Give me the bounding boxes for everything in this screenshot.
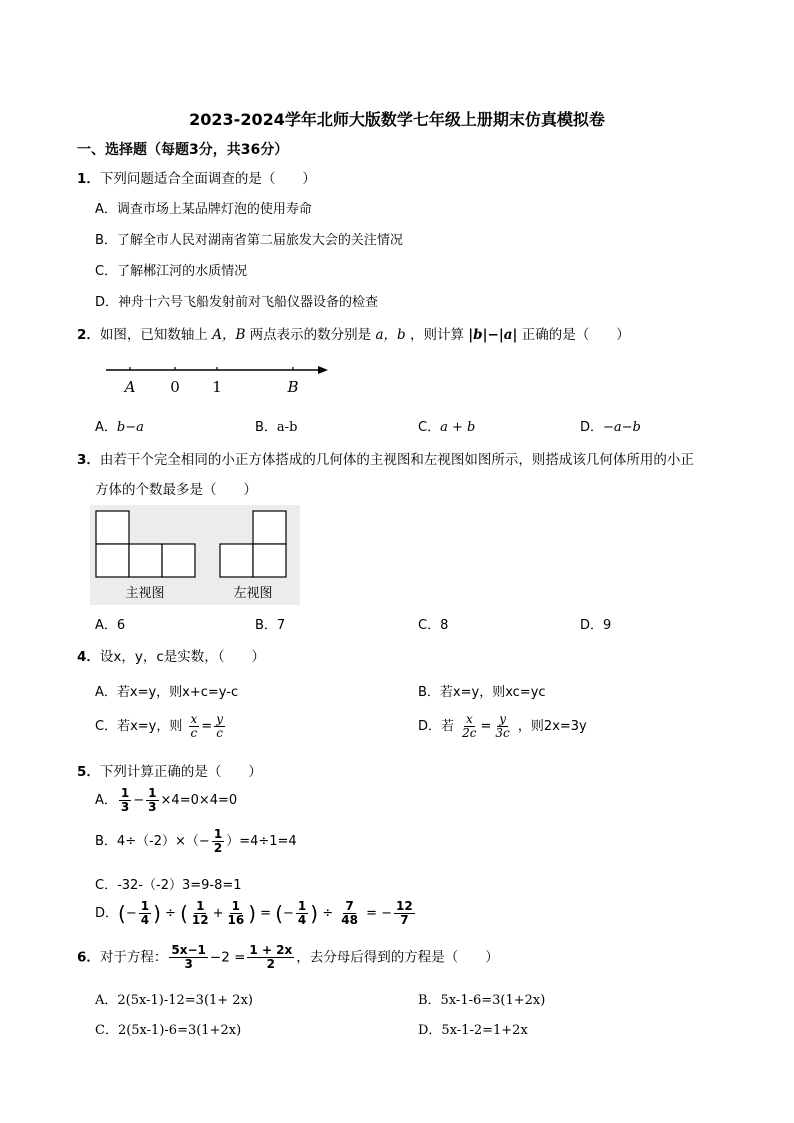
q6-option-d: D．5x-1-2=1+2x <box>418 1023 528 1038</box>
q1-option-a: A．调查市场上某品牌灯泡的使用寿命 <box>95 202 312 217</box>
question-3-continued: 方体的个数最多是（ ） <box>95 482 257 498</box>
q3-option-a: A．6 <box>95 618 126 633</box>
question-stem-part: 正确的是（ ） <box>521 327 630 343</box>
point-names: A，B <box>212 327 246 343</box>
q2-option-a: A．b−a <box>95 420 144 435</box>
three-view-figure <box>90 505 300 605</box>
math-expression: |b|−|a| <box>468 327 518 343</box>
question-number: 4． <box>77 649 100 665</box>
question-number: 6． <box>77 949 100 966</box>
variable-names: a，b <box>375 327 406 343</box>
question-number: 2． <box>77 327 100 343</box>
number-line <box>100 358 340 398</box>
axis-label-1: 1 <box>212 378 222 396</box>
q4-option-c: C．若x=y，则 $\frac{x}{c}$ = $\frac{y}{c}$ <box>95 712 223 740</box>
q2-option-c: C．a + b <box>418 420 476 435</box>
q6-option-b: B．5x-1-6=3(1+2x) <box>418 993 546 1008</box>
q1-option-d: D．神舟十六号飞船发射前对飞船仪器设备的检查 <box>95 295 379 310</box>
q3-option-c: C．8 <box>418 618 449 633</box>
axis-label-a: A <box>124 378 136 396</box>
axis-label-b: B <box>287 378 299 396</box>
question-1 <box>77 167 316 187</box>
front-view-label: 主视图 <box>125 586 165 601</box>
question-number: 1． <box>77 171 100 187</box>
question-stem: 下列问题适合全面调查的是（ ） <box>99 171 316 187</box>
q2-option-b: B．a-b <box>255 420 298 435</box>
q6-option-c: C．2(5x-1)-6=3(1+2x) <box>95 1023 242 1038</box>
question-6: 6．对于方程： $\frac{5x-1}{3}$ −2 = $\frac{1 + 2x}{2}$ ，去分母后得到的方程是（ ） <box>77 943 499 971</box>
q4-option-b: B．若x=y，则xc=yc <box>418 685 546 700</box>
question-stem-part: 如图，已知数轴上 <box>99 327 208 343</box>
q1-option-c: C．了解郴江河的水质情况 <box>95 264 248 279</box>
question-2 <box>77 323 630 343</box>
left-view-label: 左视图 <box>233 586 273 601</box>
number-line-arrow <box>318 366 328 374</box>
q4-option-a: A．若x=y，则x+c=y-c <box>95 685 239 700</box>
q5-option-a: A． $\frac{1}{3}$ − $\frac{1}{3}$ ×4=0×4=0 <box>95 786 238 814</box>
question-5 <box>77 760 262 780</box>
q5-option-b: B．4÷（-2）×（− $\frac{1}{2}$ ）=4÷1=4 <box>95 827 297 855</box>
q6-option-a: A．2(5x-1)-12=3(1+ 2x) <box>95 993 253 1008</box>
question-4 <box>77 645 265 665</box>
question-number: 5． <box>77 764 100 780</box>
question-stem: 设x，y，c是实数，（ ） <box>99 649 266 665</box>
q3-option-d: D．9 <box>580 618 612 633</box>
question-stem-part: 两点表示的数分别是 <box>249 327 372 343</box>
question-stem: 由若干个完全相同的小正方体搭成的几何体的主视图和左视图如图所示，则搭成该几何体所用的小正 <box>99 452 694 468</box>
page-title: 2023-2024学年北师大版数学七年级上册期末仿真模拟卷 <box>189 110 605 129</box>
question-stem-part: ，则计算 <box>409 327 464 343</box>
q4-option-d: D．若 $\frac{x}{2c}$ = $\frac{y}{3c}$ ，则2x=3y <box>418 712 587 740</box>
q5-option-c: C．-32-（-2）3=9-8=1 <box>95 878 242 893</box>
question-number: 3． <box>77 452 100 468</box>
q1-option-b: B．了解全市人民对湖南省第二届旅发大会的关注情况 <box>95 233 403 248</box>
section-heading: 一、选择题（每题3分，共36分） <box>77 142 289 158</box>
axis-label-0: 0 <box>170 378 180 396</box>
question-stem: 下列计算正确的是（ ） <box>99 764 262 780</box>
question-3 <box>77 448 694 468</box>
q5-option-d: D．(− $\frac{1}{4}$ ) ÷ ( $\frac{1}{12}$ + $\frac{1}{16}$ ) = (− $\frac{1}{4}$ ) ÷ $\frac{7}{48}$ = − $\frac{12}{7}$ <box>95 899 413 927</box>
q2-option-d: D．−a−b <box>580 420 641 435</box>
q3-option-b: B．7 <box>255 618 286 633</box>
